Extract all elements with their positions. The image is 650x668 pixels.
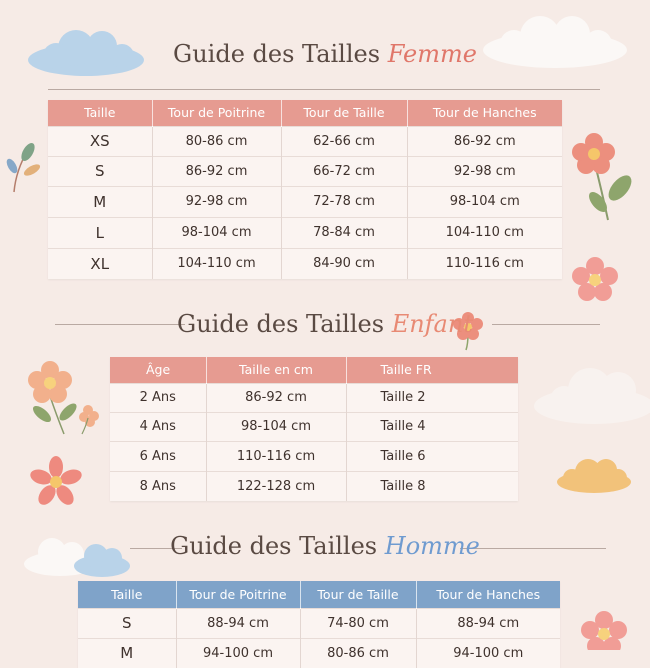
table-row (110, 441, 518, 471)
table-row (110, 471, 518, 501)
table-row (48, 156, 562, 186)
table-cell: 74-80 cm (300, 608, 416, 638)
homme-title (0, 532, 650, 560)
size-cell: M (48, 186, 152, 217)
table-cell: 110-116 cm (407, 248, 562, 279)
table-cell: 122-128 cm (206, 471, 346, 501)
table-cell: 72-78 cm (281, 186, 407, 217)
table-cell: 98-104 cm (206, 412, 346, 441)
table-header: Taille FR (346, 357, 518, 383)
enfant-title-accent: Enfant (391, 310, 473, 338)
table-cell: 8 Ans (110, 471, 206, 501)
homme-title-prefix: Guide des Tailles (170, 532, 378, 560)
flower-icon (568, 132, 640, 224)
table-cell: 88-94 cm (416, 608, 560, 638)
table-cell: 84-90 cm (281, 248, 407, 279)
homme-title-accent: Homme (384, 532, 480, 560)
table-cell: 62-66 cm (281, 126, 407, 156)
table-cell: Taille 2 (346, 383, 518, 412)
size-cell: S (78, 608, 176, 638)
flower-icon (22, 360, 102, 436)
table-row (48, 186, 562, 217)
table-cell: 6 Ans (110, 441, 206, 471)
table-cell: 98-104 cm (407, 186, 562, 217)
femme-title-accent: Femme (387, 40, 477, 68)
table-cell: Taille 6 (346, 441, 518, 471)
table-cell: 80-86 cm (152, 126, 281, 156)
table-header: Tour de Taille (300, 581, 416, 608)
table-cell: 86-92 cm (407, 126, 562, 156)
flower-icon (574, 610, 634, 650)
femme-title-prefix: Guide des Tailles (173, 40, 381, 68)
enfant-title (0, 310, 650, 338)
table-cell: Taille 8 (346, 471, 518, 501)
table-row (110, 412, 518, 441)
table-row (48, 126, 562, 156)
table-row (110, 383, 518, 412)
flower-icon (570, 256, 620, 304)
table-cell: 88-94 cm (176, 608, 300, 638)
table-row (48, 248, 562, 279)
table-header: Tour de Hanches (416, 581, 560, 608)
femme-divider (48, 89, 600, 90)
cloud-icon (554, 452, 632, 494)
size-cell: XS (48, 126, 152, 156)
cloud-icon (530, 360, 650, 430)
table-cell: Taille 4 (346, 412, 518, 441)
table-cell: 110-116 cm (206, 441, 346, 471)
leaf-icon (2, 140, 42, 194)
table-header: Tour de Poitrine (152, 100, 281, 126)
size-cell: L (48, 217, 152, 248)
table-cell: 66-72 cm (281, 156, 407, 186)
table-header: Âge (110, 357, 206, 383)
table-header: Tour de Hanches (407, 100, 562, 126)
size-cell: S (48, 156, 152, 186)
table-cell: 86-92 cm (206, 383, 346, 412)
table-cell: 94-100 cm (176, 638, 300, 668)
table-cell: 4 Ans (110, 412, 206, 441)
flower-icon (30, 456, 82, 508)
size-cell: XL (48, 248, 152, 279)
table-header: Tour de Taille (281, 100, 407, 126)
table-cell: 92-98 cm (407, 156, 562, 186)
femme-size-table (48, 100, 562, 279)
table-cell: 78-84 cm (281, 217, 407, 248)
size-cell: M (78, 638, 176, 668)
table-header: Tour de Poitrine (176, 581, 300, 608)
table-header: Taille (48, 100, 152, 126)
table-row (48, 217, 562, 248)
table-cell: 2 Ans (110, 383, 206, 412)
table-cell: 92-98 cm (152, 186, 281, 217)
enfant-title-prefix: Guide des Tailles (177, 310, 385, 338)
table-cell: 104-110 cm (152, 248, 281, 279)
table-row (78, 638, 560, 668)
table-header: Taille (78, 581, 176, 608)
homme-size-table (78, 581, 560, 668)
table-cell: 80-86 cm (300, 638, 416, 668)
table-cell: 104-110 cm (407, 217, 562, 248)
femme-title (0, 40, 650, 68)
table-header: Taille en cm (206, 357, 346, 383)
table-cell: 98-104 cm (152, 217, 281, 248)
enfant-size-table (110, 357, 518, 501)
table-cell: 86-92 cm (152, 156, 281, 186)
table-row (78, 608, 560, 638)
table-cell: 94-100 cm (416, 638, 560, 668)
